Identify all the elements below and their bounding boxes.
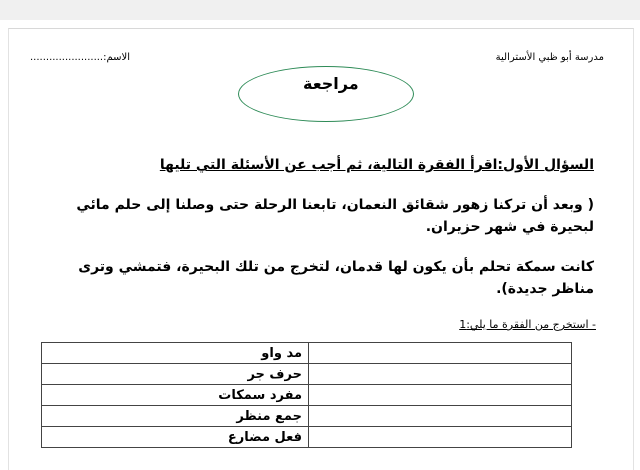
table-row <box>42 406 572 427</box>
paragraph-1: ( وبعد أن تركنا زهور شقائق النعمان، تابعنا الرحلة حتى وصلنا إلى حلم مائي لبحيرة في شهر حزيران. <box>76 197 594 235</box>
answer-label: جمع منظر <box>42 406 309 427</box>
answer-cell[interactable] <box>309 385 572 406</box>
student-name-field: الاسم:....................... <box>30 52 130 63</box>
table-row <box>42 385 572 406</box>
answer-cell[interactable] <box>309 364 572 385</box>
answer-label: فعل مضارع <box>42 427 309 448</box>
school-name: مدرسة أبو ظبي الأسترالية <box>495 52 604 63</box>
question-heading: السؤال الأول:اقرأ الفقرة التالية، ثم أجب عن الأسئلة التي تليها <box>159 157 594 173</box>
answer-cell[interactable] <box>309 427 572 448</box>
answer-cell[interactable] <box>309 343 572 364</box>
extract-instruction: - استخرج من الفقرة ما يلي:1 <box>459 318 596 331</box>
table-row <box>42 364 572 385</box>
answer-label: مد واو <box>42 343 309 364</box>
worksheet-title: مراجعة <box>303 74 359 93</box>
table-row <box>42 427 572 448</box>
paragraph-2: كانت سمكة تحلم بأن يكون لها قدمان، لتخرج من تلك البحيرة، فتمشي وترى مناظر جديدة). <box>78 259 594 297</box>
table-row <box>42 343 572 364</box>
answer-cell[interactable] <box>309 406 572 427</box>
answer-table <box>41 342 572 448</box>
answer-label: مفرد سمكات <box>42 385 309 406</box>
top-bar <box>0 0 640 20</box>
answer-label: حرف جر <box>42 364 309 385</box>
